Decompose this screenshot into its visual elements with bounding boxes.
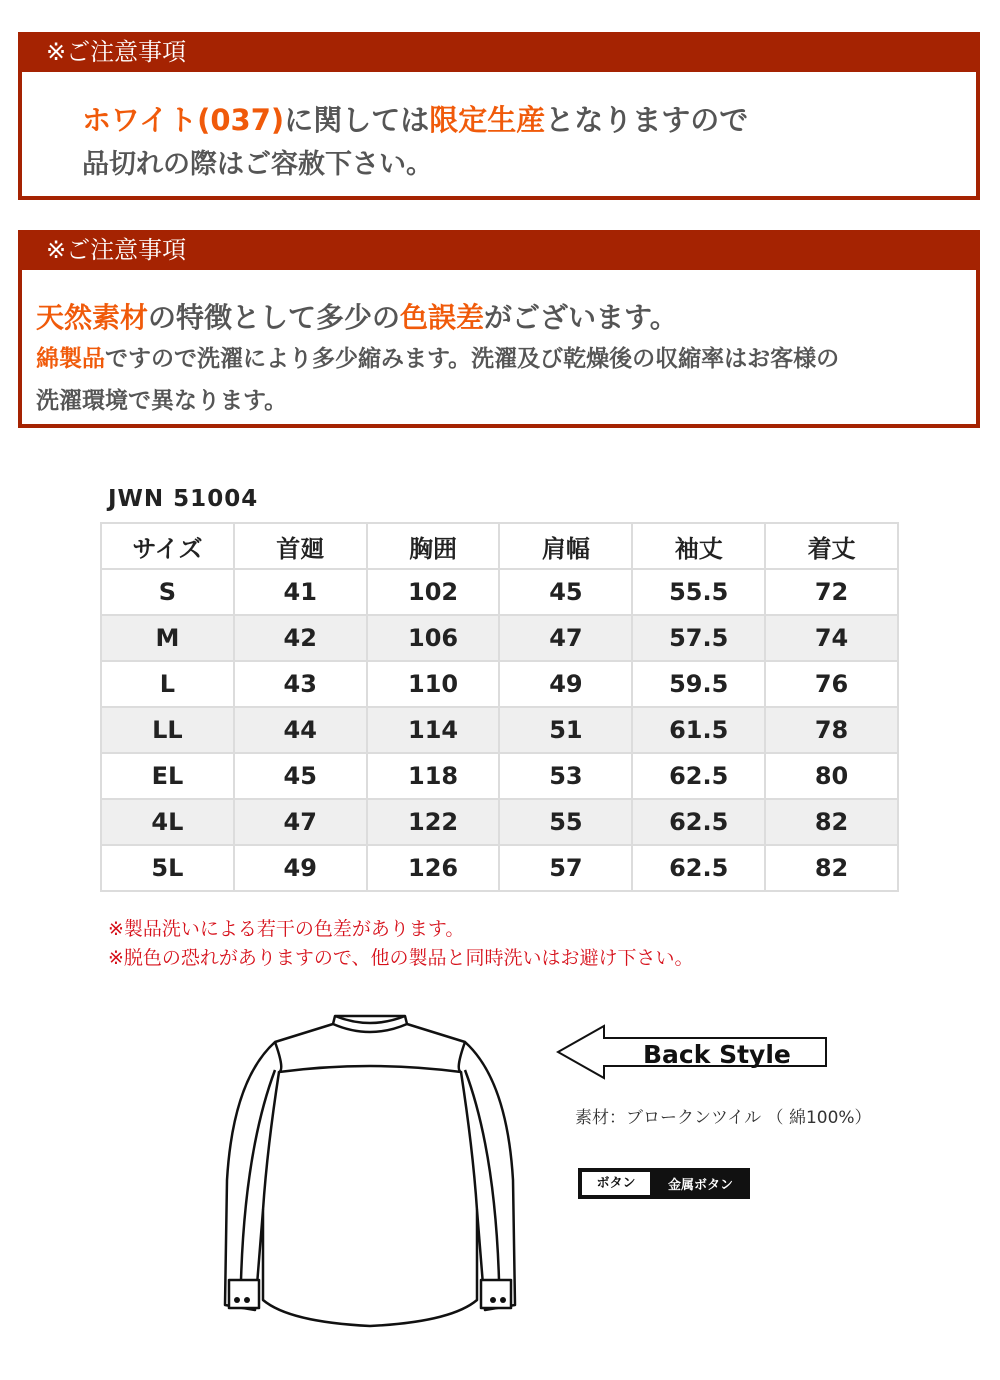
table-cell: 5L	[101, 845, 234, 891]
table-cell: S	[101, 569, 234, 615]
table-cell: 44	[234, 707, 367, 753]
notice-line	[82, 98, 748, 139]
table-cell: 57.5	[632, 615, 765, 661]
button-spec-badge	[578, 1168, 750, 1199]
notice-text: に関しては	[284, 103, 430, 137]
table-cell: 4L	[101, 799, 234, 845]
column-header: サイズ	[101, 523, 234, 569]
notice-line: 品切れの際はご容赦下さい。	[82, 149, 433, 180]
table-cell: 55.5	[632, 569, 765, 615]
back-style-label: Back Style	[643, 1040, 791, 1069]
notice-line: 洗濯環境で異なります。	[36, 388, 288, 414]
highlight-text: 限定生産	[429, 103, 546, 137]
table-row	[101, 845, 898, 891]
table-cell: 110	[367, 661, 500, 707]
size-chart-table	[100, 522, 899, 892]
table-cell: 47	[499, 615, 632, 661]
table-cell: 102	[367, 569, 500, 615]
highlight-text: 綿製品	[36, 346, 105, 372]
table-cell: 118	[367, 753, 500, 799]
table-cell: 126	[367, 845, 500, 891]
highlight-text: 色誤差	[400, 301, 485, 334]
table-cell: 62.5	[632, 845, 765, 891]
table-row	[101, 661, 898, 707]
table-cell: 82	[765, 799, 898, 845]
table-row	[101, 615, 898, 661]
table-cell: 122	[367, 799, 500, 845]
table-cell: 106	[367, 615, 500, 661]
table-cell: 61.5	[632, 707, 765, 753]
table-cell: L	[101, 661, 234, 707]
table-cell: 62.5	[632, 799, 765, 845]
notice-line	[36, 296, 678, 336]
notice-box-limited-production	[18, 32, 980, 200]
table-cell: 45	[499, 569, 632, 615]
table-cell: 114	[367, 707, 500, 753]
notice-text: がございます。	[484, 301, 678, 334]
notice-header: ※ご注意事項	[18, 230, 980, 270]
highlight-text: 天然素材	[36, 301, 149, 334]
table-cell: 57	[499, 845, 632, 891]
notice-text: の特徴として多少の	[148, 301, 401, 334]
table-cell: 62.5	[632, 753, 765, 799]
notice-text: ですので洗濯により多少縮みます。洗濯及び乾燥後の収縮率はお客様の	[105, 346, 840, 372]
table-cell: 78	[765, 707, 898, 753]
column-header: 胸囲	[367, 523, 500, 569]
table-cell: 45	[234, 753, 367, 799]
table-row	[101, 753, 898, 799]
button-spec-value: 金属ボタン	[668, 1178, 734, 1193]
notice-header: ※ご注意事項	[18, 32, 980, 72]
table-cell: 74	[765, 615, 898, 661]
table-cell: 80	[765, 753, 898, 799]
caution-note: ※製品洗いによる若干の色差があります。	[108, 918, 465, 940]
table-cell: EL	[101, 753, 234, 799]
table-cell: 59.5	[632, 661, 765, 707]
notice-text: となりますので	[545, 103, 749, 137]
table-row	[101, 569, 898, 615]
table-cell: M	[101, 615, 234, 661]
button-spec-label: ボタン	[582, 1172, 650, 1195]
table-cell: 49	[499, 661, 632, 707]
column-header: 着丈	[765, 523, 898, 569]
model-number: JWN 51004	[108, 486, 259, 512]
table-cell: 41	[234, 569, 367, 615]
table-row	[101, 707, 898, 753]
notice-line	[36, 340, 839, 373]
highlight-text: ホワイト(037)	[82, 103, 285, 137]
table-header-row	[101, 523, 898, 569]
table-cell: LL	[101, 707, 234, 753]
column-header: 首廻	[234, 523, 367, 569]
table-cell: 51	[499, 707, 632, 753]
column-header: 袖丈	[632, 523, 765, 569]
table-cell: 55	[499, 799, 632, 845]
shirt-back-illustration	[215, 1010, 525, 1330]
material-info: 素材：ブロークンツイル （ 綿100%）	[575, 1108, 872, 1128]
column-header: 肩幅	[499, 523, 632, 569]
table-cell: 49	[234, 845, 367, 891]
table-row	[101, 799, 898, 845]
table-cell: 47	[234, 799, 367, 845]
table-cell: 43	[234, 661, 367, 707]
table-cell: 72	[765, 569, 898, 615]
notice-box-natural-material	[18, 230, 980, 428]
table-cell: 53	[499, 753, 632, 799]
table-cell: 82	[765, 845, 898, 891]
table-cell: 76	[765, 661, 898, 707]
table-cell: 42	[234, 615, 367, 661]
caution-note: ※脱色の恐れがありますので、他の製品と同時洗いはお避け下さい。	[108, 947, 694, 969]
